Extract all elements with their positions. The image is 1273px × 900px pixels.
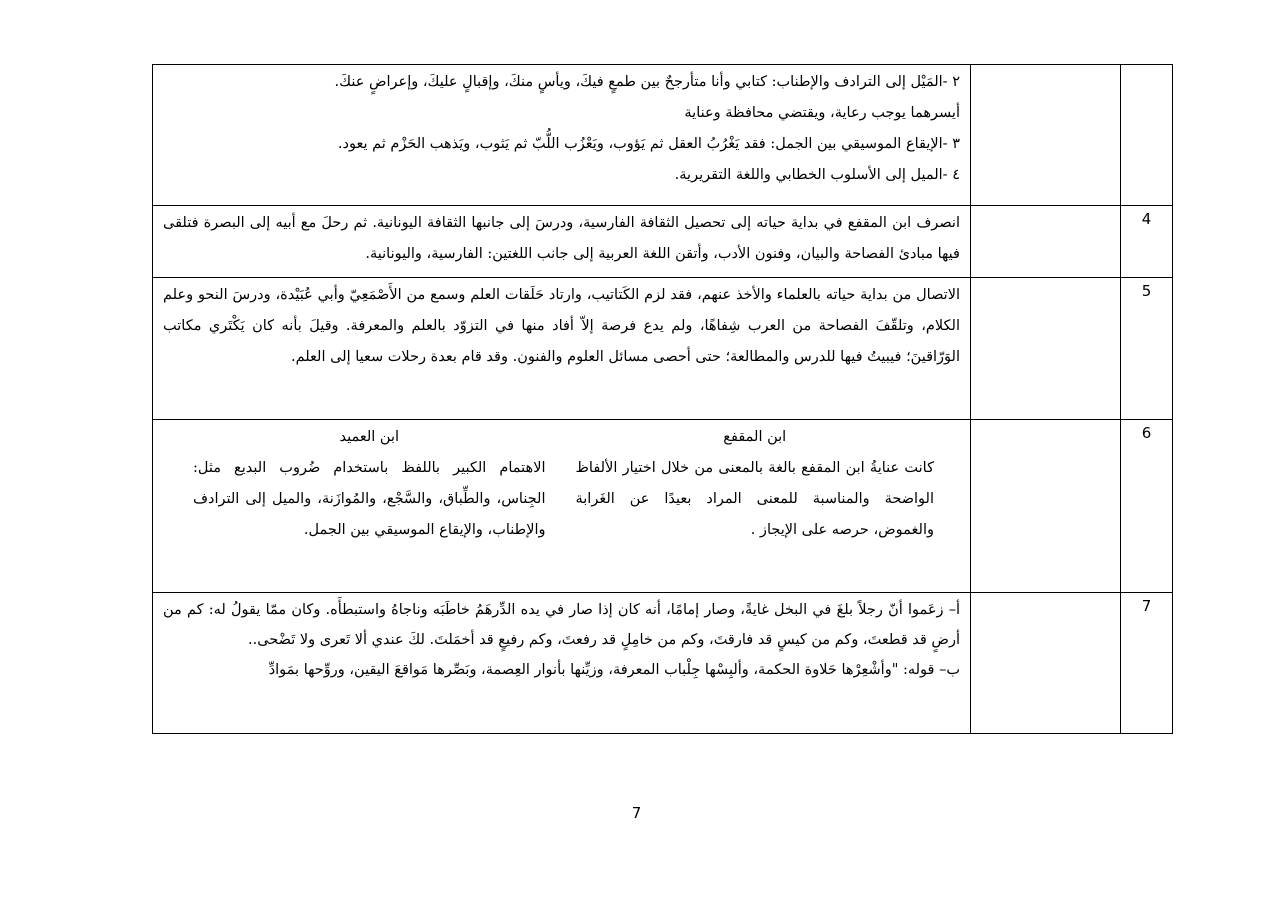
table-row <box>153 206 1173 278</box>
answer-text: الاتصال من بداية حياته بالعلماء والأخذ عنهم، فقد لزم الكَتاتيب، وارتاد حَلَقات العلم وسمع من الأَصْمَعِيّ وأبي عُبَيْدة، ودرسَ النحو وعلم الكلام، وتلقّفَ الفصاحة من العرب شِفاهًا، ولم يدع فرصة إلاّ أفاد منها في التزوّد بالعلم والمعرفة. وقيلَ بأنه كان يَكْتَري مكاتب الوَرّاقينَ؛ فيبيتُ فيها للدرس والمطالعة؛ حتى أحصى مسائل العلوم والفنون. وقد قام بعدة رحلات سعيا إلى العلم. <box>163 287 960 365</box>
answer-cell <box>153 206 971 278</box>
column-text: الاهتمام الكبير باللفظ باستخدام ضُروب البديع مثل: الجِناس، والطِّباق، والسَّجْع، والمُوازَنة، والميل إلى الترادف والإطناب، والإيقاع الموسيقي بين الجمل. <box>193 460 546 538</box>
table-row <box>153 65 1173 206</box>
answer-cell <box>153 593 971 734</box>
comparison-columns <box>163 422 960 546</box>
empty-cell <box>971 278 1121 420</box>
answer-part-a: أ– زعَموا أنّ رجلاً بلغَ في البخل غايةً، وصار إمامًا، أنه كان إذا صار في يده الدِّرهَمُ خاطَبَه وناجاهُ واستبطأَه. وكان ممّا يقولُ له: كم من أرضٍ قد قطعتَ، وكم من كيسٍ قد فارقتَ، وكم من خامِلٍ قد رفعتَ، وكم رفيعٍ قد أخمَلتَ. لكَ عندي ألا تَعرى ولا تَضْحى.. <box>163 602 960 648</box>
answer-cell <box>153 420 971 593</box>
column-heading: ابن العميد <box>339 429 400 445</box>
column-heading: ابن المقفع <box>723 429 787 445</box>
question-number: 7 <box>1121 593 1173 734</box>
column-text: كانت عنايةُ ابن المقفع بالغة بالمعنى من خلال اختيار الألفاظ الواضحة والمناسبة للمعنى المراد بعيدًا عن الغَرابة والغموض، حرصه على الإيجاز . <box>575 460 934 538</box>
page-number: 7 <box>631 804 642 822</box>
question-number-cell <box>1121 65 1173 206</box>
empty-cell <box>971 65 1121 206</box>
question-number: 6 <box>1121 420 1173 593</box>
empty-cell <box>971 593 1121 734</box>
list-item: أيسرهما يوجب رعاية، ويقتضي محافظة وعناية <box>684 105 960 121</box>
list-item: ٣ -الإيقاع الموسيقي بين الجمل: فقد يَغْرُبُ العقل ثم يَؤوب، ويَعْزُب اللُّبّ ثم يَثوب، ويَذهب الحَزْم ثم يعود. <box>337 136 960 152</box>
empty-cell <box>971 206 1121 278</box>
question-number: 4 <box>1121 206 1173 278</box>
answer-text: انصرف ابن المقفع في بداية حياته إلى تحصيل الثقافة الفارسية، ودرسَ إلى جانبها الثقافة اليونانية. ثم رحلَ مع أبيه إلى البصرة فتلقى فيها مبادئ الفصاحة والبيان، وفنون الأدب، وأتقن اللغة العربية إلى جانب اللغتين: الفارسية، واليونانية. <box>163 215 960 262</box>
answer-cell <box>153 278 971 420</box>
table-row <box>153 593 1173 734</box>
column-ibn-amid <box>163 422 562 546</box>
column-ibn-muqaffa <box>562 422 961 546</box>
answer-part-b: ب– قوله: "وأشْعِرْها حَلاوة الحكمة، وألبِسْها جِلْباب المعرفة، وزيِّنها بأنوار العِصمة، وبَصِّرها مَواقعَ اليقين، وروِّحها بمَوادِّ <box>268 662 960 678</box>
answers-table <box>152 64 1173 734</box>
empty-cell <box>971 420 1121 593</box>
answer-cell <box>153 65 971 206</box>
question-number: 5 <box>1121 278 1173 420</box>
table-row <box>153 420 1173 593</box>
list-item: ٤ -الميل إلى الأسلوب الخطابي واللغة التقريرية. <box>674 167 960 183</box>
list-item: ٢ -المَيْل إلى الترادف والإطناب: كتابي وأنا متأرجحٌ بين طمعٍ فيكَ، ويأسٍ منكَ، وإقبالٍ عليكَ، وإعراضٍ عنكَ. <box>334 74 960 90</box>
table-row <box>153 278 1173 420</box>
